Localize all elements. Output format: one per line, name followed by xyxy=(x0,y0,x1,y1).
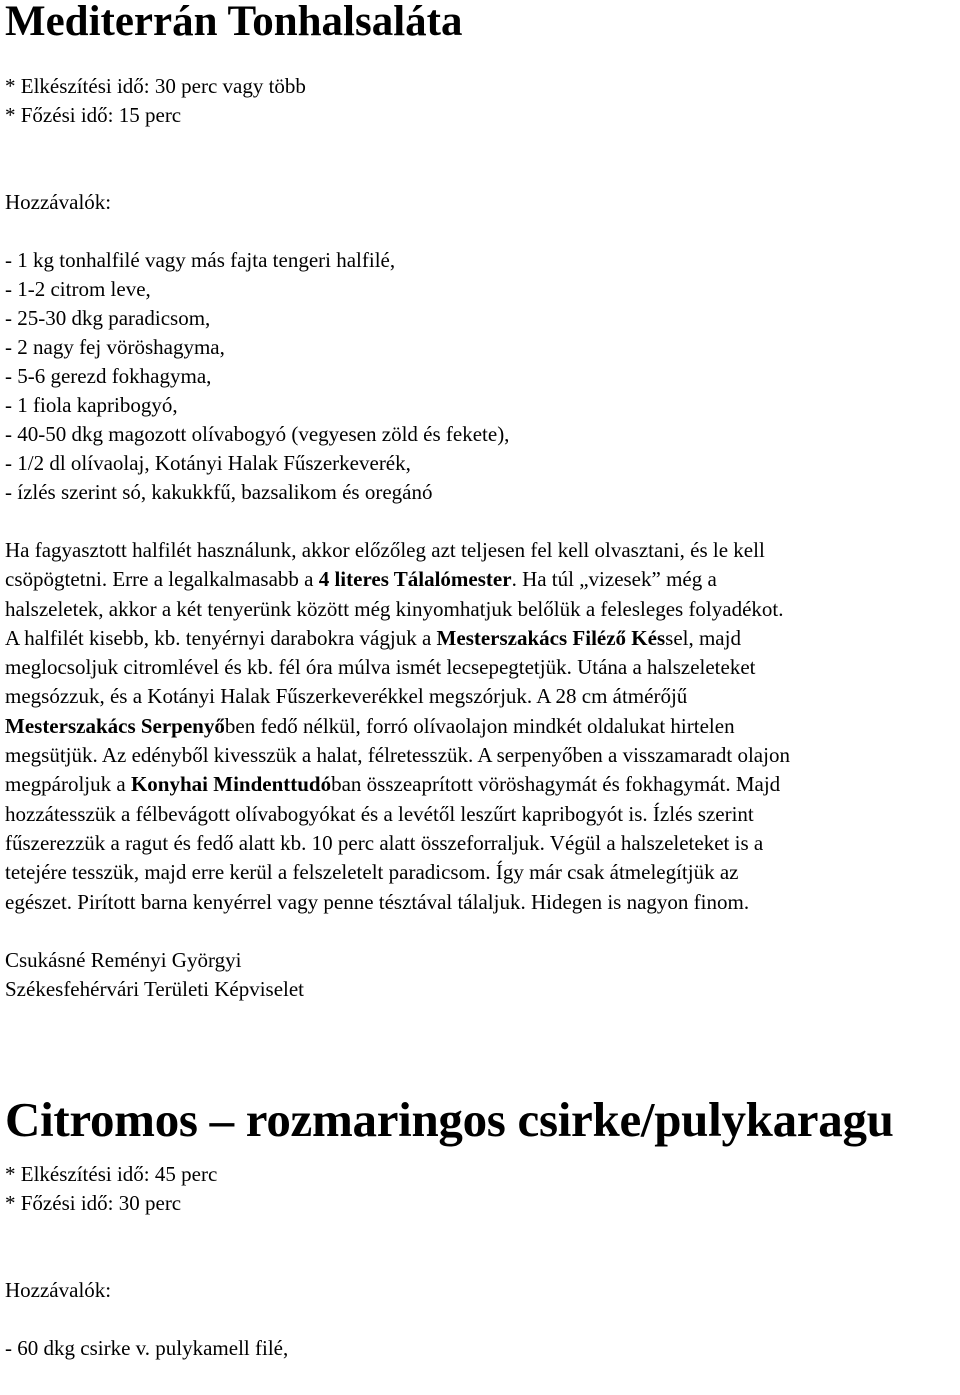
instruction-line: hozzátesszük a félbevágott olívabogyókat és a levétől leszűrt kapribogyót is. Ízlés szerint xyxy=(5,801,754,826)
instruction-text: . Ha túl „vizesek” még a xyxy=(511,567,717,592)
cook-time: * Főzési idő: 15 perc xyxy=(5,103,182,127)
instruction-line xyxy=(5,565,960,594)
instruction-line xyxy=(5,770,960,799)
instruction-text: megpároljuk a xyxy=(5,772,131,797)
product-name: Konyhai Mindenttudó xyxy=(130,772,332,797)
ingredient-item: - 1 fiola kapribogyó, xyxy=(5,393,178,417)
ingredients-list xyxy=(5,1334,960,1363)
cook-time: * Főzési idő: 30 perc xyxy=(5,1190,182,1215)
author-office: Székesfehérvári Területi Képviselet xyxy=(5,976,305,1001)
ingredient-item: - 1/2 dl olívaolaj, Kotányi Halak Fűszerkeverék, xyxy=(5,451,411,475)
instruction-text: ben fedő nélkül, forró olívaolajon mindkét oldalukat hirtelen xyxy=(224,713,735,738)
instruction-line: Ha fagyasztott halfilét használunk, akkor előzőleg azt teljesen fel kell olvasztani, és le kell xyxy=(5,538,765,562)
instruction-line: halszeletek, akkor a két tenyerünk között még kinyomhatjuk belőlük a felesleges folyadékot. xyxy=(5,596,784,621)
ingredient-item: - 25-30 dkg paradicsom, xyxy=(5,306,211,330)
instruction-text: A halfilét kisebb, kb. tenyérnyi darabokra vágjuk a xyxy=(5,625,437,650)
instruction-text: csöpögtetni. Erre a legalkalmasabb a xyxy=(5,567,319,592)
product-name: Mesterszakács Serpenyő xyxy=(5,713,225,738)
instruction-text: sel, majd xyxy=(665,625,741,650)
ingredients-heading: Hozzávalók: xyxy=(5,1277,112,1302)
instruction-line: egészet. Pirított barna kenyérrel vagy penne tésztával tálaljuk. Hidegen is nagyon finom. xyxy=(5,889,750,914)
instruction-line: megsütjük. Az edényből kivesszük a halat, félretesszük. A serpenyőben a visszamaradt olajon xyxy=(5,743,790,768)
instruction-line: meglocsoljuk citromlével és kb. fél óra múlva ismét lecsepegtetjük. Utána a halszeleteket xyxy=(5,655,756,680)
prep-time: * Elkészítési idő: 30 perc vagy több xyxy=(5,74,306,98)
instruction-line xyxy=(5,624,960,653)
instruction-text: ban összeaprított vöröshagymát és fokhagymát. Majd xyxy=(331,772,781,797)
ingredient-item: - 60 dkg csirke v. pulykamell filé, xyxy=(5,1335,289,1360)
ingredient-item: - 1-2 citrom leve, xyxy=(5,277,151,301)
product-name: 4 literes Tálalómester xyxy=(318,567,512,592)
instruction-line: tetejére tesszük, majd erre kerül a felszeletelt paradicsom. Így már csak átmelegítjük az xyxy=(5,860,739,885)
author-name: Csukásné Reményi Györgyi xyxy=(5,947,242,972)
ingredient-item: - 5-6 gerezd fokhagyma, xyxy=(5,364,212,388)
instruction-line xyxy=(5,712,960,741)
prep-time: * Elkészítési idő: 45 perc xyxy=(5,1161,218,1186)
instructions-paragraph xyxy=(5,536,960,917)
recipe-title: Citromos – rozmaringos csirke/pulykaragu xyxy=(5,1091,894,1147)
ingredients-heading: Hozzávalók: xyxy=(5,190,112,214)
ingredient-item: - 40-50 dkg magozott olívabogyó (vegyesen zöld és fekete), xyxy=(5,422,510,446)
instruction-line: fűszerezzük a ragut és fedő alatt kb. 10 perc alatt összeforraljuk. Végül a halszeleteket is a xyxy=(5,830,764,855)
ingredient-item: - 2 nagy fej vöröshagyma, xyxy=(5,335,225,359)
instruction-line: megsózzuk, és a Kotányi Halak Fűszerkeverékkel megszórjuk. A 28 cm átmérőjű xyxy=(5,684,688,709)
ingredient-item: - ízlés szerint só, kakukkfű, bazsalikom és oregánó xyxy=(5,480,433,504)
recipe-title: Mediterrán Tonhalsaláta xyxy=(5,0,463,45)
ingredients-list xyxy=(5,246,960,507)
product-name: Mesterszakács Filéző Kés xyxy=(436,625,666,650)
document-page xyxy=(5,0,960,1363)
ingredient-item: - 1 kg tonhalfilé vagy más fajta tengeri halfilé, xyxy=(5,248,396,272)
